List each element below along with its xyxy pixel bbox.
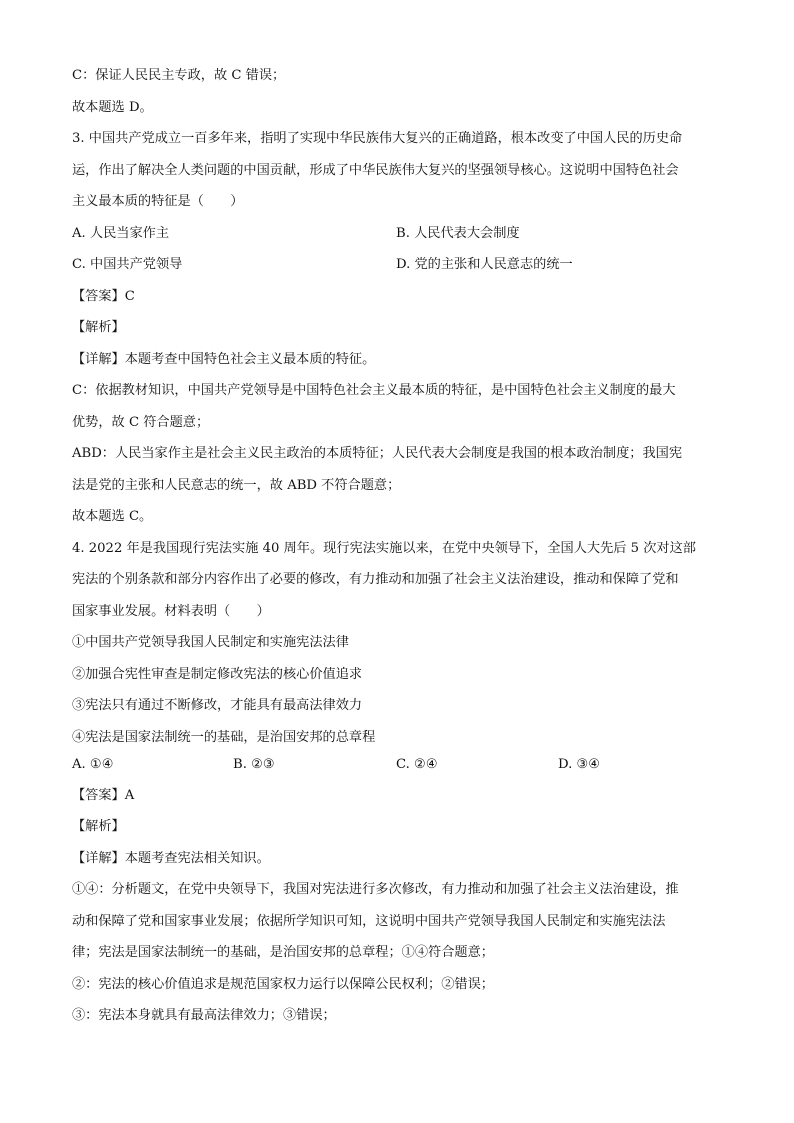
answer-label: 【答案】C xyxy=(72,289,135,304)
statement-1: ①中国共产党领导我国人民制定和实施宪法法律 xyxy=(72,635,349,650)
analysis-label: 【解析】 xyxy=(72,819,125,834)
detail-line: 优势，故 C 符合题意； xyxy=(72,415,210,430)
q4-option-c: C. ②④ xyxy=(396,757,438,772)
statement-3: ③宪法只有通过不断修改，才能具有最高法律效力 xyxy=(72,698,363,713)
q3-option-b: B. 人民代表大会制度 xyxy=(396,226,520,241)
text-line: C：保证人民民主专政，故 C 错误； xyxy=(72,68,286,83)
q4-option-d: D. ③④ xyxy=(558,757,601,772)
q4-option-a: A. ①④ xyxy=(72,757,114,772)
detail-line: ③：宪法本身就具有最高法律效力；③错误； xyxy=(72,1008,336,1023)
question-4-stem: 宪法的个别条款和部分内容作出了必要的修改，有力推动和加强了社会主义法治建设，推动和保障了党和 xyxy=(72,572,679,587)
detail-line: ②：宪法的核心价值追求是规范国家权力运行以保障公民权利；②错误； xyxy=(72,977,494,992)
text-line: 故本题选 D。 xyxy=(72,100,153,115)
detail-line: 动和保障了党和国家事业发展；依据所学知识可知，这说明中国共产党领导我国人民制定和实施宪法法 xyxy=(72,914,666,929)
detail-line: ①④：分析题文，在党中央领导下，我国对宪法进行多次修改，有力推动和加强了社会主义法治建设，推 xyxy=(72,882,679,897)
statement-2: ②加强合宪性审查是制定修改宪法的核心价值追求 xyxy=(72,667,363,682)
detail-line: 律；宪法是国家法制统一的基础，是治国安邦的总章程；①④符合题意； xyxy=(72,945,494,960)
q3-option-c: C. 中国共产党领导 xyxy=(72,257,183,272)
q3-option-a: A. 人民当家作主 xyxy=(72,226,170,241)
q4-option-b: B. ②③ xyxy=(233,757,275,772)
answer-label: 【答案】A xyxy=(72,788,135,803)
detail-line: ABD：人民当家作主是社会主义民主政治的本质特征；人民代表大会制度是我国的根本政治制度；我国宪 xyxy=(72,446,683,461)
detail-line: 法是党的主张和人民意志的统一，故 ABD 不符合题意； xyxy=(72,478,401,493)
question-4-stem: 国家事业发展。材料表明（ ） xyxy=(72,604,270,619)
detail-line: 【详解】本题考查宪法相关知识。 xyxy=(72,851,270,866)
conclusion-line: 故本题选 C。 xyxy=(72,509,153,524)
q3-option-d: D. 党的主张和人民意志的统一 xyxy=(396,257,573,272)
question-3-stem: 3. 中国共产党成立一百多年来，指明了实现中华民族伟大复兴的正确道路，根本改变了中国人民的历史命 xyxy=(72,131,683,146)
question-3-stem: 运，作出了解决全人类问题的中国贡献，形成了中华民族伟大复兴的坚强领导核心。这说明中国特色社会 xyxy=(72,163,679,178)
detail-line: C：依据教材知识，中国共产党领导是中国特色社会主义最本质的特征，是中国特色社会主义制度的最大 xyxy=(72,383,676,398)
analysis-label: 【解析】 xyxy=(72,320,125,335)
statement-4: ④宪法是国家法制统一的基础，是治国安邦的总章程 xyxy=(72,730,376,745)
question-3-stem: 主义最本质的特征是（ ） xyxy=(72,194,244,209)
detail-line: 【详解】本题考查中国特色社会主义最本质的特征。 xyxy=(72,352,376,367)
question-4-stem: 4. 2022 年是我国现行宪法实施 40 周年。现行宪法实施以来，在党中央领导下，全国人大先后 5 次对这部 xyxy=(72,541,696,556)
